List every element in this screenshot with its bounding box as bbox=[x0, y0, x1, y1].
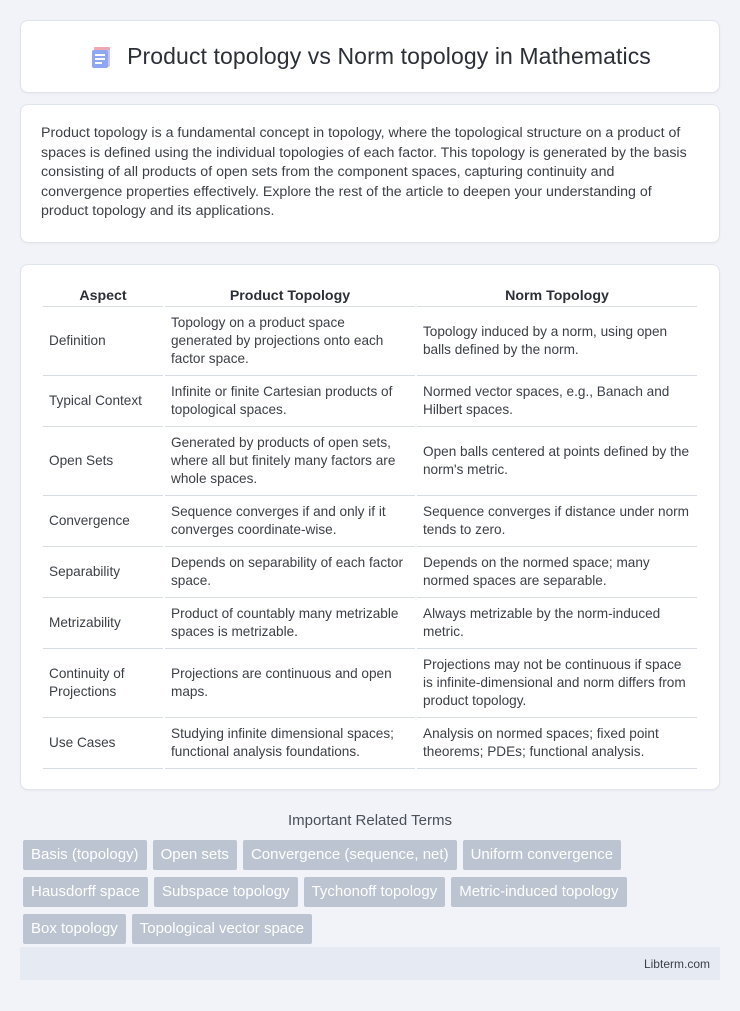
table-header-row bbox=[43, 285, 697, 307]
cell-aspect: Metrizability bbox=[43, 598, 163, 649]
header-norm-topology: Norm Topology bbox=[417, 285, 697, 307]
comparison-table bbox=[41, 285, 699, 769]
related-terms-section bbox=[20, 812, 720, 944]
cell-norm: Analysis on normed spaces; fixed point theorems; PDEs; functional analysis. bbox=[417, 718, 697, 769]
comparison-card bbox=[20, 264, 720, 790]
tag-subspace-topology[interactable]: Subspace topology bbox=[154, 877, 298, 907]
cell-product: Product of countably many metrizable spaces is metrizable. bbox=[165, 598, 415, 649]
cell-norm: Sequence converges if distance under norm tends to zero. bbox=[417, 496, 697, 547]
table-row bbox=[43, 376, 697, 427]
table-row bbox=[43, 427, 697, 496]
cell-aspect: Continuity of Projections bbox=[43, 649, 163, 718]
cell-aspect: Typical Context bbox=[43, 376, 163, 427]
cell-product: Sequence converges if and only if it converges coordinate-wise. bbox=[165, 496, 415, 547]
cell-product: Generated by products of open sets, where all but finitely many factors are whole spaces. bbox=[165, 427, 415, 496]
tag-topological-vector-space[interactable]: Topological vector space bbox=[132, 914, 312, 944]
cell-product: Infinite or finite Cartesian products of topological spaces. bbox=[165, 376, 415, 427]
cell-aspect: Definition bbox=[43, 307, 163, 376]
tag-uniform-convergence[interactable]: Uniform convergence bbox=[463, 840, 622, 870]
page-title: Product topology vs Norm topology in Mathematics bbox=[127, 43, 651, 69]
cell-aspect: Separability bbox=[43, 547, 163, 598]
table-row bbox=[43, 649, 697, 718]
cell-norm: Depends on the normed space; many normed spaces are separable. bbox=[417, 547, 697, 598]
related-terms-title: Important Related Terms bbox=[288, 811, 452, 829]
table-row bbox=[43, 718, 697, 769]
cell-norm: Topology induced by a norm, using open balls defined by the norm. bbox=[417, 307, 697, 376]
tag-hausdorff-space[interactable]: Hausdorff space bbox=[23, 877, 148, 907]
table-row bbox=[43, 547, 697, 598]
header-aspect: Aspect bbox=[43, 285, 163, 307]
cell-norm: Normed vector spaces, e.g., Banach and Hilbert spaces. bbox=[417, 376, 697, 427]
cell-aspect: Use Cases bbox=[43, 718, 163, 769]
cell-aspect: Open Sets bbox=[43, 427, 163, 496]
cell-product: Studying infinite dimensional spaces; functional analysis foundations. bbox=[165, 718, 415, 769]
cell-norm: Always metrizable by the norm-induced metric. bbox=[417, 598, 697, 649]
tag-convergence[interactable]: Convergence (sequence, net) bbox=[243, 840, 457, 870]
tag-metric-induced-topology[interactable]: Metric-induced topology bbox=[451, 877, 626, 907]
title-card bbox=[20, 20, 720, 93]
cell-aspect: Convergence bbox=[43, 496, 163, 547]
tag-tychonoff-topology[interactable]: Tychonoff topology bbox=[304, 877, 446, 907]
related-terms-tags bbox=[20, 840, 720, 944]
tag-box-topology[interactable]: Box topology bbox=[23, 914, 126, 944]
table-row bbox=[43, 598, 697, 649]
cell-norm: Open balls centered at points defined by the norm's metric. bbox=[417, 427, 697, 496]
footer-site-link[interactable]: Libterm.com bbox=[643, 956, 710, 971]
document-stack-icon bbox=[89, 44, 115, 70]
cell-norm: Projections may not be continuous if space is infinite-dimensional and norm differs from product topology. bbox=[417, 649, 697, 718]
footer bbox=[20, 947, 720, 980]
cell-product: Depends on separability of each factor space. bbox=[165, 547, 415, 598]
table-row bbox=[43, 496, 697, 547]
intro-card bbox=[20, 104, 720, 243]
tag-basis-topology[interactable]: Basis (topology) bbox=[23, 840, 147, 870]
tag-open-sets[interactable]: Open sets bbox=[153, 840, 237, 870]
cell-product: Topology on a product space generated by projections onto each factor space. bbox=[165, 307, 415, 376]
header-product-topology: Product Topology bbox=[165, 285, 415, 307]
table-row bbox=[43, 307, 697, 376]
intro-text: Product topology is a fundamental concept in topology, where the topological structure on a product of spaces is defined using the individual topologies of each factor. This topology is generated by the basis consisting of all products of open sets from the component spaces, capturing continuity and convergence properties effectively. Explore the rest of the article to deepen your understanding of product topology and its applications. bbox=[41, 125, 687, 220]
cell-product: Projections are continuous and open maps. bbox=[165, 649, 415, 718]
